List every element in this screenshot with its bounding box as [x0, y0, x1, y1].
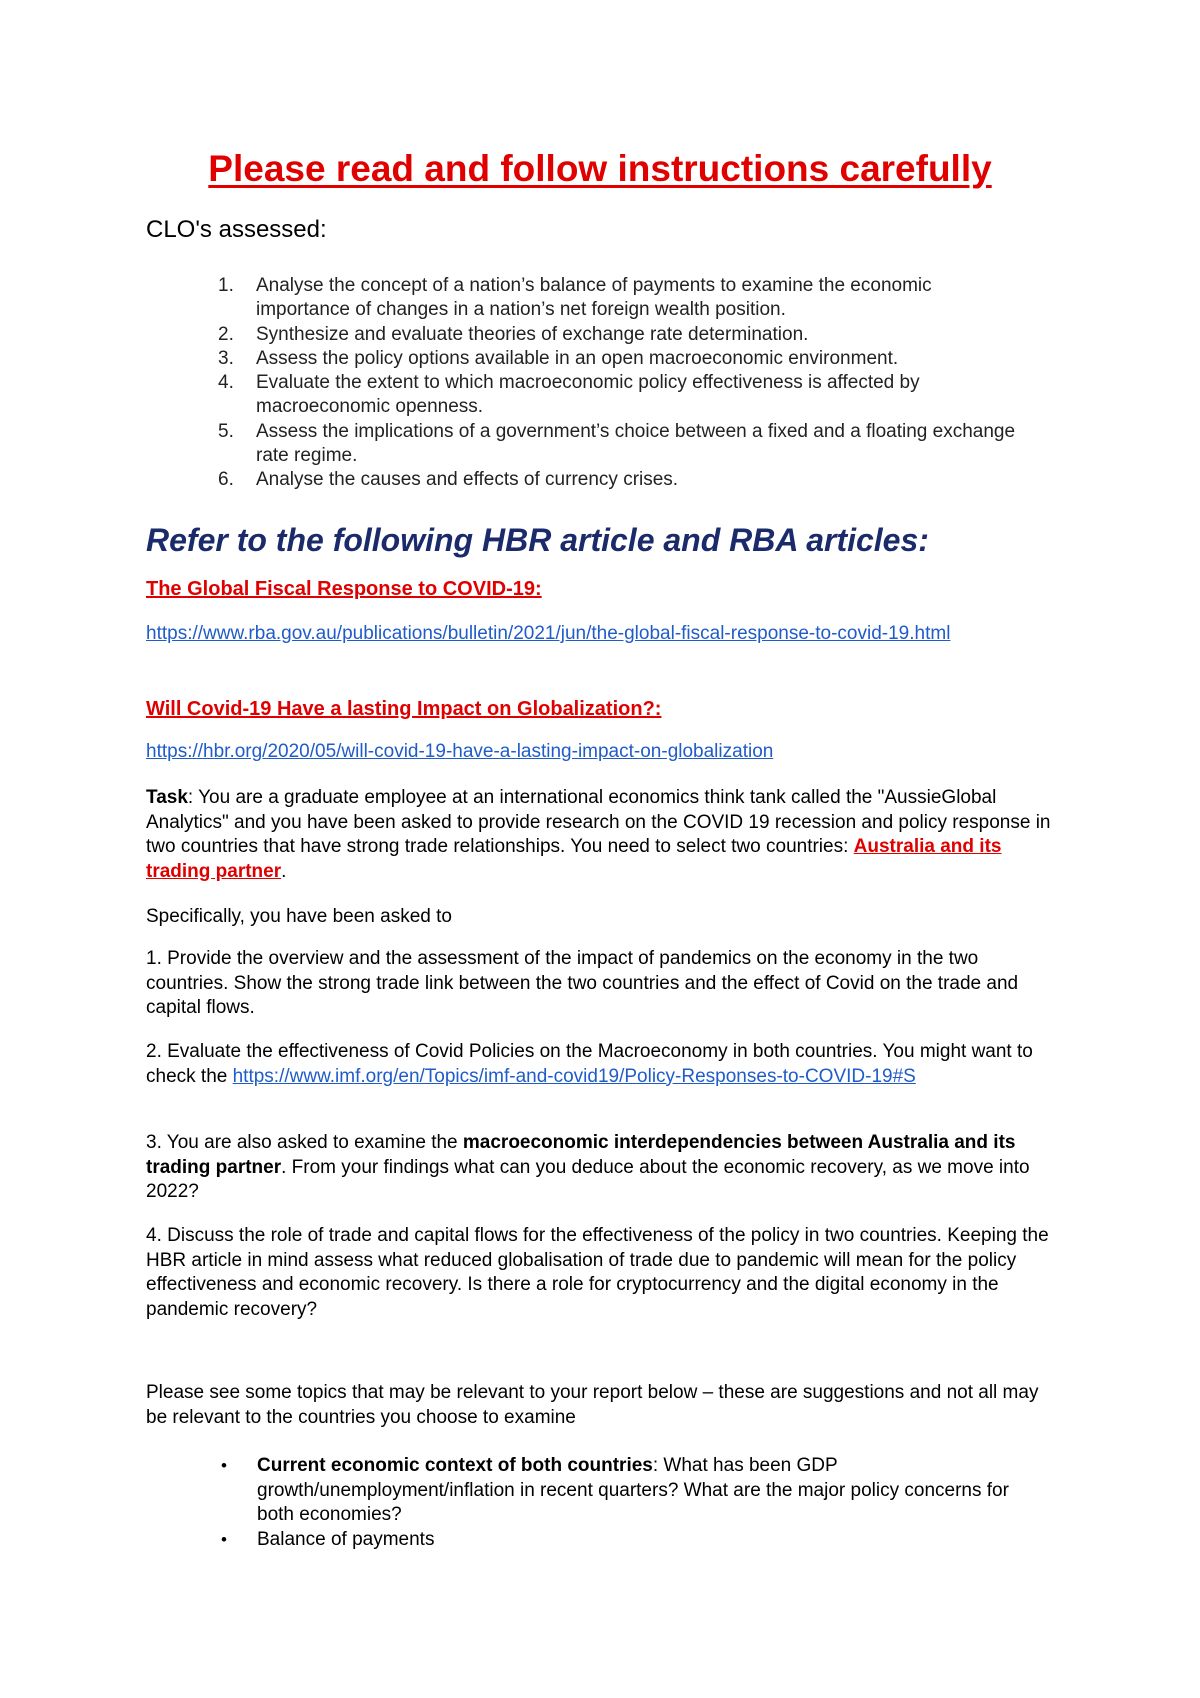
clo-text: Analyse the concept of a nation’s balance of payments to examine the economic importance of changes in a nation’s net foreign wealth position. [256, 275, 932, 321]
task-text: : You are a graduate employee at an international economics think tank called the "AussieGlobal Analytics" and you have been asked to provide research on the COVID 19 recession and policy response in two countries that have strong trade relationships. You need to select two countries: [146, 787, 1051, 857]
point1-paragraph: 1. Provide the overview and the assessment of the impact of pandemics on the economy in the two countries. Show the strong trade link between the two countries and the effect of Covid on the trade and capital flows. [146, 948, 1019, 1018]
clo-number: 2. [218, 323, 234, 345]
clo-text: Assess the policy options available in an open macroeconomic environment. [256, 347, 899, 369]
article1-link[interactable]: https://www.rba.gov.au/publications/bulletin/2021/jun/the-global-fiscal-response-to-covid-19.html [146, 623, 951, 644]
refer-heading: Refer to the following HBR article and RBA articles: [146, 522, 929, 558]
task-label: Task [146, 787, 188, 808]
clo-number: 6. [218, 469, 234, 491]
page-title: Please read and follow instructions carefully [208, 148, 992, 189]
bullet-icon: • [221, 1529, 227, 1549]
point4-paragraph: 4. Discuss the role of trade and capital flows for the effectiveness of the policy in two countries. Keeping the HBR article in mind assess what reduced globalisation of trade due to pandemic will mean for the policy effectiveness and economic recovery. Is there a role for cryptocurrency and the digital economy in the pandemic recovery? [146, 1225, 1049, 1320]
specifically-paragraph: Specifically, you have been asked to [146, 906, 452, 927]
clo-item [218, 274, 1030, 323]
point2-text: 2. Evaluate the effectiveness of Covid Policies on the Macroeconomy in both countries. You might want to check the [146, 1041, 1033, 1087]
point3-end: . From your findings what can you deduce about the economic recovery, as we move into 2022? [146, 1156, 1030, 1202]
topic-item [218, 1528, 1030, 1553]
bullet-icon: • [221, 1456, 227, 1475]
trading-partner-link[interactable]: Australia and its trading partner [146, 836, 1002, 882]
topic-text: : What has been GDP growth/unemployment/inflation in recent quarters? What are the major policy concerns for both economies? [257, 1455, 1009, 1525]
point3-text: 3. You are also asked to examine the [146, 1132, 463, 1153]
topic-item [218, 1454, 1030, 1528]
clo-item [218, 420, 1030, 469]
topics-list [218, 1454, 1030, 1552]
clo-text: Assess the implications of a government’s choice between a fixed and a floating exchange rate regime. [256, 420, 1016, 467]
topic-bold: Current economic context of both countries [257, 1455, 653, 1476]
topics-intro: Please see some topics that may be relevant to your report below – these are suggestions and not all may be relevant to the countries you choose to examine [146, 1382, 1039, 1428]
clo-number: 5. [218, 420, 234, 442]
point3-bold: macroeconomic interdependencies between Australia and its trading partner [146, 1132, 1016, 1178]
clo-number: 3. [218, 347, 234, 369]
clo-text: Synthesize and evaluate theories of exchange rate determination. [256, 323, 809, 345]
point2-paragraph [146, 1040, 1064, 1089]
clo-number: 4. [218, 372, 234, 394]
clo-item [218, 323, 1030, 347]
clo-item [218, 347, 1030, 371]
clo-number: 1. [218, 275, 234, 296]
article1-title: The Global Fiscal Response to COVID-19: [146, 578, 542, 600]
task-paragraph [146, 786, 1064, 884]
topic-text: Balance of payments [257, 1528, 435, 1550]
clo-list [218, 274, 1030, 493]
clo-text: Analyse the causes and effects of currency crises. [256, 469, 679, 491]
clo-item [218, 371, 1030, 420]
article2-link[interactable]: https://hbr.org/2020/05/will-covid-19-have-a-lasting-impact-on-globalization [146, 741, 774, 762]
task-end: . [281, 860, 287, 882]
point3-paragraph [146, 1131, 1064, 1205]
clo-heading: CLO's assessed: [146, 216, 327, 243]
clo-text: Evaluate the extent to which macroeconomic policy effectiveness is affected by macroeconomic openness. [256, 372, 920, 418]
imf-link[interactable]: https://www.imf.org/en/Topics/imf-and-covid19/Policy-Responses-to-COVID-19#S [232, 1065, 916, 1087]
clo-item [218, 468, 1030, 492]
article2-title: Will Covid-19 Have a lasting Impact on Globalization?: [146, 698, 662, 720]
